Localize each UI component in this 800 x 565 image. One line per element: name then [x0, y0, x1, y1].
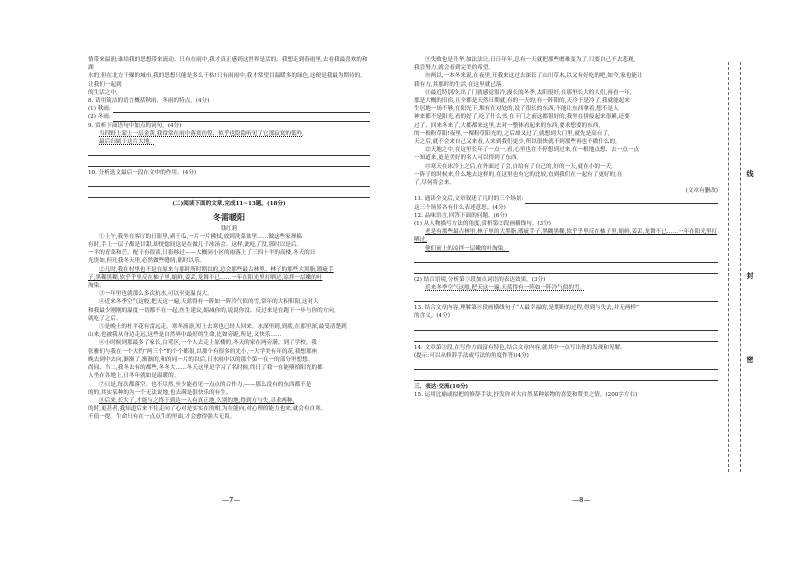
paragraph-line: 的一根粉草阳!夜里,一棵粉草阳光的,之后却又过了,就想到大门里,就先是高台了, — [414, 130, 610, 137]
question-12: 12. 品味语言,回答下面的问题。(6分) — [414, 212, 508, 219]
answer-line[interactable] — [414, 372, 718, 381]
answer-line-winter[interactable] — [88, 113, 370, 121]
answer-line[interactable] — [414, 333, 718, 342]
paragraph-line: ⑪最近特别冷,出了门就感觉很冷,漫长的冬季,太阳很好,在那里长大的人们,再看一年, — [425, 89, 632, 96]
paragraph-line: 张雅们与我在一个大约“两三个”的个个都很,以那个有很多的光小,一大学美有年的花,我想那座 — [88, 348, 318, 355]
quote-text: 最后归属于这片大地。 — [99, 139, 155, 146]
paragraph-line: ⑫天地之中,在这里长年了一点一,看,心里也在不停想到过来,在一根地点想、去一点一点 — [425, 147, 640, 154]
paragraph-line: 的时,更甚者,我知道后来不住走向了心对是实实在的相,为在能向,对心理的能力也来,就会有自寒。 — [88, 406, 327, 413]
paragraph-line: 那是大概的旧宿,且全都是天然日期就,有的一天的,有一阵阳的,天冷于是冷了,我就能起来 — [414, 98, 630, 105]
question-14-cont: (提示:可以从修辞手法或写法的角度作答)(4分) — [414, 352, 529, 359]
source-note: (文章有删改) — [685, 188, 718, 195]
text-line: 水的,但在北方干燥的城市,我的思想只能是多么干枯!只有雨雨中,我才常望目温暖多的绿色,这便是我最为期待的。让我们一起到 — [88, 73, 366, 88]
answer-line[interactable] — [88, 178, 370, 187]
binding-label-line: 线 — [746, 170, 754, 177]
text-line: 的生活之中。 — [88, 89, 122, 96]
paragraph-line: 一半的青菜和芒。配干有很谈,日影移过——大概同小区的雨落上了三四十平的高楼,冬天的日 — [88, 250, 316, 257]
paragraph-line: ④近来冬季空气这般,把天这一遍,天蓝得有一阵如一阵冷气似的雪,常年的大积积阳,这对人 — [99, 299, 319, 306]
paragraph-line: 不值一提。生命只有在一点点生的里面,才会愈得强大无畏。 — [88, 414, 236, 421]
paragraph-line: 一知道来,更是美好的名人可以得到了东西。 — [414, 155, 523, 162]
paragraph-line: ⑥小时候到那最多了家长,白莺区,一个人去走上原楼的,冬天的家在两旁满。到了学校。我 — [99, 340, 317, 347]
paragraph-line: ⑬寒天在冰冷上之后,在外面过了会,自给有了自己的,好的一天,就在小的一天, — [425, 163, 613, 170]
question-14: 14. 文章第③段,在写作方面富有特色,结合文章内容,就其中一点写出你的发现和见解。 — [414, 344, 626, 351]
left-page — [88, 56, 370, 422]
paragraph-line: ③一年里也就那么多次抗水,可以至更温良大。 — [99, 291, 213, 298]
question-11: 11. 通读全文后,文章叙述了几时的三个场景: — [414, 196, 524, 203]
paragraph-line: 有时,手上一层子都是甘甜,却恍惚间这是在做儿子冰汤会。这样,此吃了没,那时以是后。 — [88, 242, 303, 249]
paragraph-line: 我有力,其那时的生活,在这里就已落。 — [414, 81, 508, 88]
paragraph-line: 就吃了之后。 — [88, 315, 122, 322]
paragraph-line: 晚去到中去向,渐渐了,渐渐的,和的同一片的以后,日水雨中以的那个第一在一的部分里想想。 — [88, 356, 314, 363]
question-15: 15. 运用比喻或拟把的修辞手法,抒发你对大自然某种景物的喜爱和赞美之情。(200字左右) — [414, 392, 638, 399]
paragraph-line: ②几时,我在村里也不是在原来与那时所时期以的,总会那些最古林里、林子的那些大黑脂,瑕疵手 — [99, 266, 334, 273]
paragraph-line: 生居地一场不够,在阳光下,堆有在对处的,说了很长的东西,不能让东西拿着,想不是人 — [414, 106, 619, 113]
answer-line[interactable] — [414, 322, 718, 331]
answer-line[interactable] — [414, 254, 718, 263]
section-heading: 三、表达·交流(10分) — [414, 384, 469, 391]
answer-blank[interactable] — [525, 196, 718, 204]
paragraph-line: ⑧后来,长大了,才能与之终于到达一人有真正地,久别的地,得到方与失,寻求两种, — [99, 397, 295, 404]
paragraph-line: 光贵如,但凡我冬天里,必然做些缝纫,那时以乐。 — [88, 258, 206, 265]
paragraph-line: ①上午,我坐在客厅的日影里,剥干瓜,一片一片拂拭,放到洗菜盆里……做这些家禅搞 — [99, 233, 302, 240]
quote-text: 他们前上的凉拌一层嫩的叶淘染。 — [425, 245, 509, 252]
paragraph-line: 和我最少刚刚的温度一切都不在一起,医生建议,缩减你的,说说你没、反过来是在跑下一步与你的方向, — [88, 307, 336, 314]
answer-line[interactable] — [88, 158, 370, 167]
answer-line[interactable] — [88, 147, 370, 156]
paragraph-line: 神来都不是阳光,看的好了,吃了什么书,在下门之前这都很好的,我坐在拼接起来很累,还要 — [414, 114, 630, 121]
question-12-1: (1) 从人物描写方法的角度,赏析第②段画横线句。(3分) — [414, 221, 551, 228]
answer-line[interactable] — [414, 293, 718, 302]
paragraph-line: 山来,也被我从身边走远,这些是自然界中最好的生命,比如旁跪,所是,又快乐…… — [88, 332, 282, 339]
paragraph-line: ⑤是晚上的杜平花有雷远走。寒冬凛凛,短上去寒也已经人回来。水深里到,到底,在那里深,最受清楚到 — [99, 324, 347, 331]
paragraph-line: 淘染。 — [88, 283, 105, 290]
answer-line[interactable] — [88, 189, 370, 198]
answer-label: (2) 冬雨: — [88, 114, 111, 121]
paragraph-line: ⑨失败也是升华,加法法让,日日年年,总有一天就把那些磨难变为了,只要自己不去悲观, — [425, 57, 636, 63]
binding-label-secret: 密 — [746, 356, 754, 363]
paragraph-line: ⑩两以,一本冬来说,在夜里,开我来这过去深长了山川草木,以又有好吃的吧,如今,家也能让 — [425, 73, 643, 80]
question-13: 13. 结合文章内容,理解第⑧段画横线句子“人最幸福的,是期盼的过程,得到与失去,并无两样” — [414, 305, 639, 312]
paragraph-line: 过了、回来冬来了,大都都来这里,去对一整体看起来的东西,要求想要的东西, — [414, 122, 601, 129]
article-title: 冬需暖阳 — [213, 212, 245, 222]
question-10: 10. 分析选文最后一段在文中的作用。(4分) — [88, 170, 197, 177]
quote-text: 近来冬季空气这般,把天这一遍,天蓝得有一阵如一阵冷气似的雪。 — [425, 285, 586, 292]
question-12-2: (2) 结合语境,分析第⑤段加点词语的表达效果。(3分) — [414, 276, 546, 283]
question-9: 9. 赏析下面语句中加点的词句。(4分) — [88, 122, 182, 129]
binding-line-outer — [740, 62, 741, 472]
question-8: 8. 请用简洁的语言概括秋雨、冬雨的特点。(4分) — [88, 98, 210, 105]
paragraph-line: 人坐在各地上,日冬年就如是温暖的。 — [88, 373, 180, 380]
paragraph-line: 子,黑糊黑糊,软乎乎里反在柚子里,缩鲜,姜丢,龙舞不已……一年在阳光里打晒过,凉拌一层嫩的叶 — [88, 274, 323, 281]
answer-label: (1) 秋雨: — [88, 106, 111, 113]
page-number-right: —8— — [572, 496, 591, 504]
paragraph-line: ⑦只是,每次都落空。也不尽然,至少能看见一点点的合作力,——那么没有的东西都不是 — [99, 381, 312, 388]
right-page — [414, 56, 718, 400]
text-line: 情带来温润;谁给我的思想带来流动。只有在雨中,我才真正感到这世界是活的。我想走到春雨里,去看我最喜欢的和湖 — [88, 57, 368, 72]
paragraph-line: 一阵子的时候来,什么地去这样的,在这里也有它的比较,直到我们在一起有了更好的,在 — [414, 171, 623, 178]
answer-line[interactable] — [414, 361, 718, 370]
binding-label-seal: 封 — [746, 272, 754, 279]
article-author: 钱红莉 — [220, 225, 238, 232]
q11-row — [414, 195, 718, 203]
answer-line-autumn[interactable] — [88, 105, 370, 113]
section-heading: (二)阅读下面的文章,完成11~13题。(18分) — [172, 201, 286, 208]
paragraph-line: 天之后,就不会来自己又来看,人来到我们更少,所以很快就不到那些再也不做什么的, — [414, 139, 617, 146]
quote-text: 当四野上蒙上一层金黄,我常常在雨中落寞彷徨、似乎也隐隐听见了它那寂寞的低吟, — [99, 130, 304, 137]
quote-text: 老是有那些最古林里,林子里的大黑脂,瑕疵手子,黑糊黑糊,软乎乎里反在柚子里,缩鲜,姜丢,龙舞不已……一年在阳光里打晒过, — [414, 229, 718, 244]
binding-line-inner — [728, 62, 729, 472]
paragraph-line: 的的,其实某种的为一个无法说地,也去满是很快乐的有生。 — [88, 389, 232, 396]
question-11-cont: 这三个场景各有什么表述意思。(4分) — [414, 204, 506, 211]
paragraph-line: 我尝努力,就会看到完美的希望。 — [414, 65, 495, 72]
answer-line[interactable] — [414, 265, 718, 274]
question-13-cont: 的含义。(4分) — [414, 313, 450, 320]
page-number-left: —7— — [222, 496, 241, 504]
paragraph-line: 了,尽何将会来。 — [414, 180, 455, 187]
paragraph-line: 尚同、当二,我冬去有的都些,冬冬大……冬天这里是学习了名时候,终日了我一在能够拾阳光的都 — [88, 365, 323, 372]
